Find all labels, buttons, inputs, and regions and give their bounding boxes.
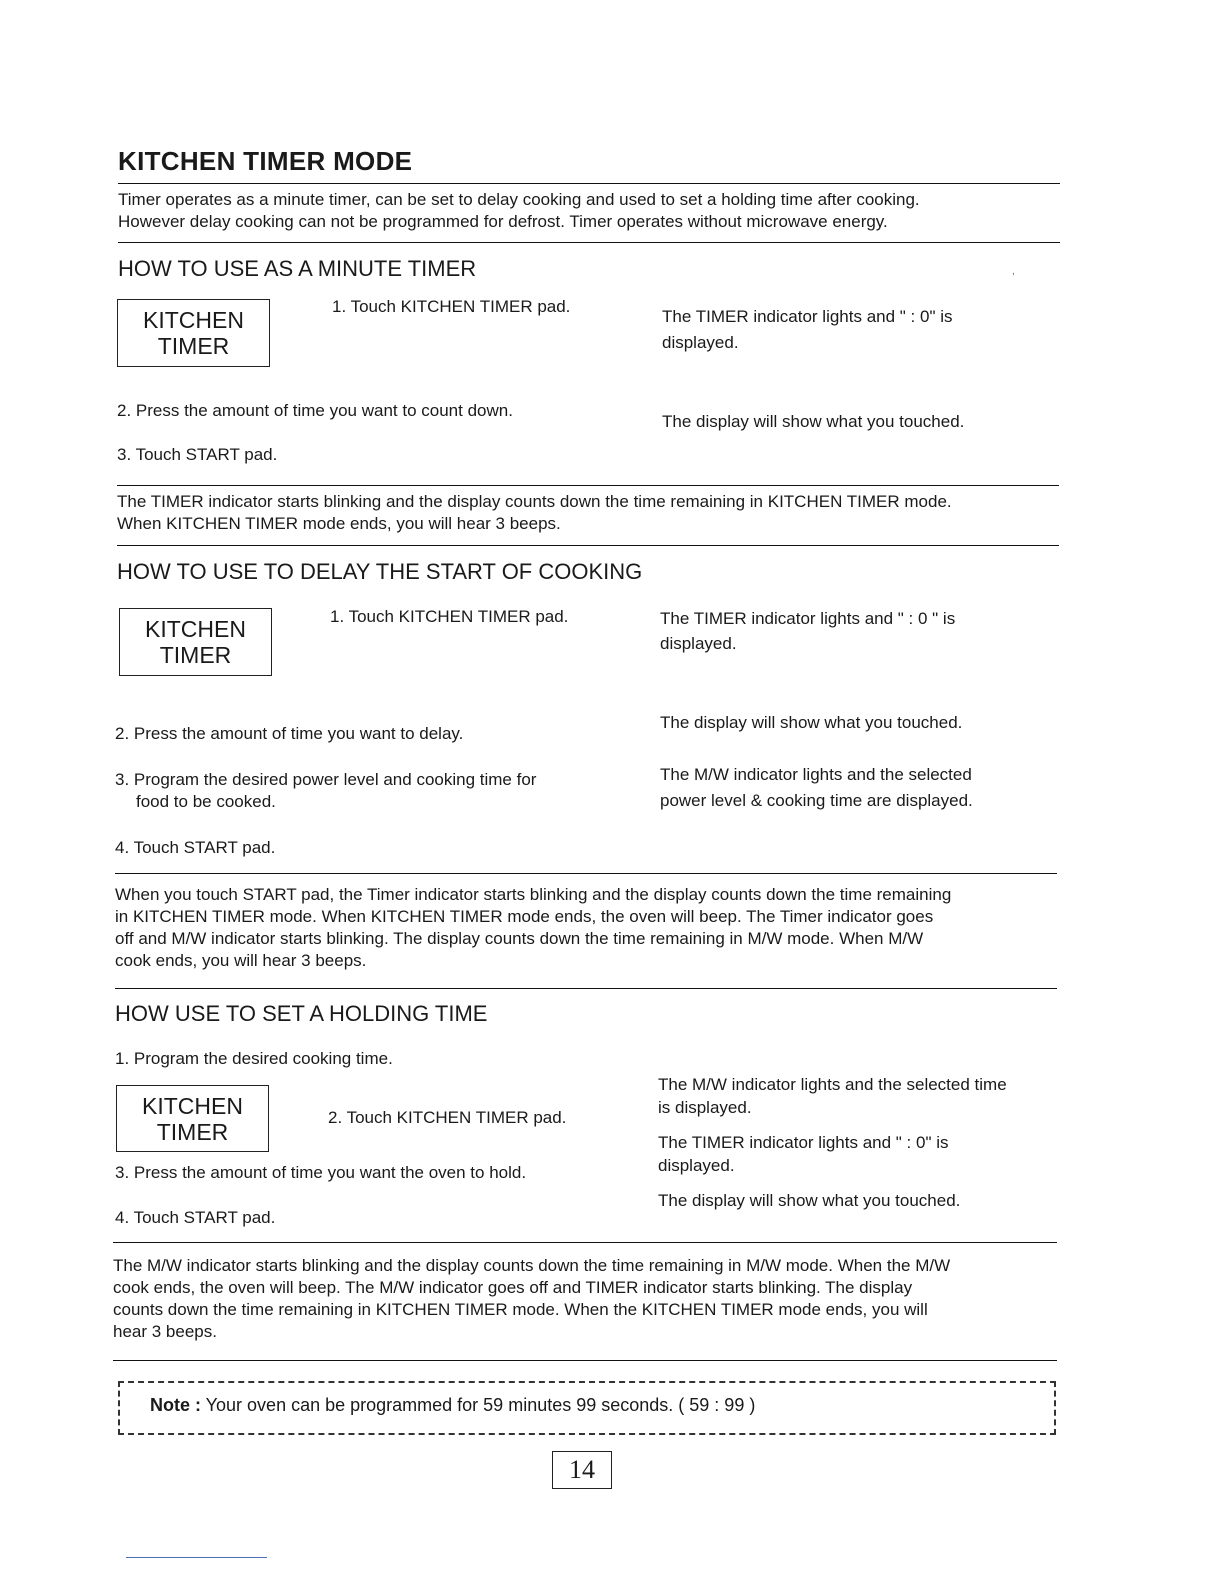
section3-result-2-line-2: displayed. <box>658 1156 735 1175</box>
divider <box>118 242 1060 243</box>
section1-step-1: 1. Touch KITCHEN TIMER pad. <box>332 297 571 316</box>
divider <box>115 988 1057 989</box>
pad-label-line-2: TIMER <box>159 642 232 668</box>
kitchen-timer-pad-illustration <box>116 1085 269 1152</box>
section2-step-3-line-1: 3. Program the desired power level and cooking time for <box>115 770 537 789</box>
section3-summary-line-2: cook ends, the oven will beep. The M/W indicator goes off and TIMER indicator starts blinking. The display <box>113 1278 913 1297</box>
section2-result-2: The display will show what you touched. <box>660 713 963 732</box>
note-label: Note : <box>150 1395 201 1415</box>
section2-summary-line-4: cook ends, you will hear 3 beeps. <box>115 951 367 970</box>
section1-summary-line-1: The TIMER indicator starts blinking and the display counts down the time remaining in KITCHEN TIMER mode. <box>117 492 952 511</box>
kitchen-timer-pad-illustration <box>119 608 272 676</box>
section2-result-3-line-2: power level & cooking time are displayed. <box>660 791 973 810</box>
section1-result-1-line-2: displayed. <box>662 333 739 352</box>
intro-line-1: Timer operates as a minute timer, can be set to delay cooking and used to set a holding time after cooking. <box>118 190 920 209</box>
section2-step-3-line-2: food to be cooked. <box>136 792 276 811</box>
section3-result-1-line-2: is displayed. <box>658 1098 752 1117</box>
section2-step-4: 4. Touch START pad. <box>115 838 276 857</box>
section1-summary-line-2: When KITCHEN TIMER mode ends, you will hear 3 beeps. <box>117 514 561 533</box>
stray-mark: , <box>1012 266 1015 277</box>
section2-summary-line-2: in KITCHEN TIMER mode. When KITCHEN TIMER mode ends, the oven will beep. The Timer indicator goes <box>115 907 934 926</box>
section3-summary-line-3: counts down the time remaining in KITCHEN TIMER mode. When the KITCHEN TIMER mode ends, you will <box>113 1300 928 1319</box>
intro-line-2: However delay cooking can not be programmed for defrost. Timer operates without microwave energy. <box>118 212 888 231</box>
kitchen-timer-pad-illustration <box>117 299 270 367</box>
pad-label-line-2: TIMER <box>156 1119 229 1145</box>
section1-result-2: The display will show what you touched. <box>662 412 965 431</box>
divider <box>115 873 1057 874</box>
pad-label-line-2: TIMER <box>157 333 230 359</box>
note-body: Your oven can be programmed for 59 minutes 99 seconds. ( 59 : 99 ) <box>201 1395 756 1415</box>
page-title: KITCHEN TIMER MODE <box>118 146 413 176</box>
section3-step-2: 2. Touch KITCHEN TIMER pad. <box>328 1108 567 1127</box>
page-number: 14 <box>552 1451 612 1489</box>
section-heading-minute-timer: HOW TO USE AS A MINUTE TIMER <box>118 256 477 281</box>
divider <box>117 545 1059 546</box>
section3-step-3: 3. Press the amount of time you want the oven to hold. <box>115 1163 527 1182</box>
footer-rule <box>126 1557 267 1558</box>
section1-step-3: 3. Touch START pad. <box>117 445 278 464</box>
section2-step-1: 1. Touch KITCHEN TIMER pad. <box>330 607 569 626</box>
section3-result-2-line-1: The TIMER indicator lights and " : 0" is <box>658 1133 949 1152</box>
section-heading-holding-time: HOW USE TO SET A HOLDING TIME <box>115 1001 488 1026</box>
section2-result-1-line-1: The TIMER indicator lights and " : 0 " is <box>660 609 956 628</box>
section3-result-3: The display will show what you touched. <box>658 1191 961 1210</box>
divider <box>113 1242 1057 1243</box>
section3-summary-line-1: The M/W indicator starts blinking and the display counts down the time remaining in M/W mode. When the M/W <box>113 1256 951 1275</box>
pad-label-line-1: KITCHEN <box>145 616 246 642</box>
section2-result-1-line-2: displayed. <box>660 634 737 653</box>
section2-step-2: 2. Press the amount of time you want to delay. <box>115 724 464 743</box>
section1-result-1-line-1: The TIMER indicator lights and " : 0" is <box>662 307 953 326</box>
section2-result-3-line-1: The M/W indicator lights and the selected <box>660 765 972 784</box>
section2-summary-line-1: When you touch START pad, the Timer indicator starts blinking and the display counts down the time remaining <box>115 885 952 904</box>
section1-step-2: 2. Press the amount of time you want to count down. <box>117 401 513 420</box>
section3-summary-line-4: hear 3 beeps. <box>113 1322 217 1341</box>
section-heading-delay-start: HOW TO USE TO DELAY THE START OF COOKING <box>117 559 643 584</box>
section3-step-4: 4. Touch START pad. <box>115 1208 276 1227</box>
divider <box>118 183 1060 184</box>
note-text <box>150 1395 755 1416</box>
divider <box>113 1360 1057 1361</box>
section3-result-1-line-1: The M/W indicator lights and the selected time <box>658 1075 1007 1094</box>
divider <box>117 485 1059 486</box>
section3-step-1: 1. Program the desired cooking time. <box>115 1049 393 1068</box>
pad-label-line-1: KITCHEN <box>142 1093 243 1119</box>
pad-label-line-1: KITCHEN <box>143 307 244 333</box>
section2-summary-line-3: off and M/W indicator starts blinking. The display counts down the time remaining in M/W mode. When M/W <box>115 929 924 948</box>
